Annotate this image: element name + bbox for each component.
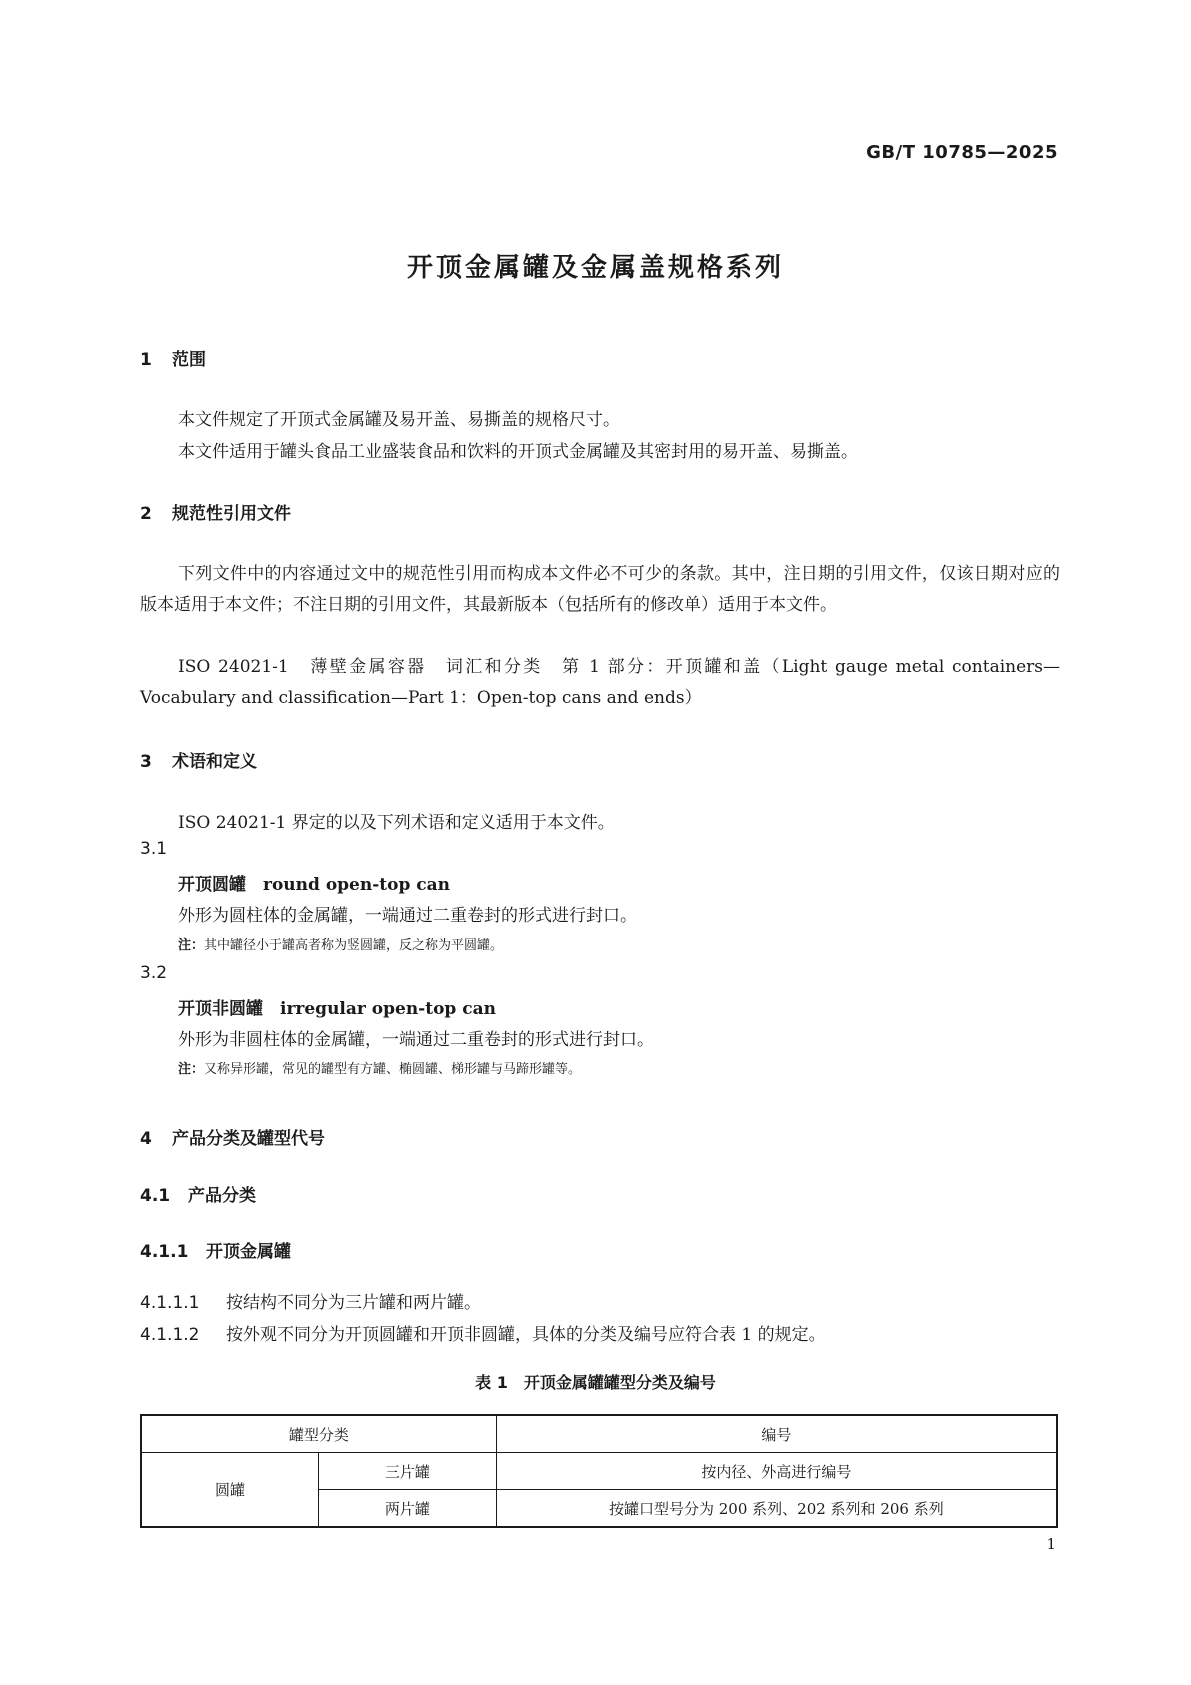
term-chinese: 开顶圆罐 [178, 875, 246, 895]
table-header-row [141, 1415, 1057, 1453]
table-cell: 按内径、外高进行编号 [496, 1453, 1057, 1490]
note-text: 又称异形罐，常见的罐型有方罐、椭圆罐、梯形罐与马蹄形罐等。 [204, 1062, 582, 1077]
table-header-cell: 罐型分类 [141, 1415, 496, 1453]
clause-4-1-1-2 [140, 1320, 826, 1345]
clause-text: 按外观不同分为开顶圆罐和开顶非圆罐，具体的分类及编号应符合表 1 的规定。 [226, 1325, 826, 1345]
term-chinese: 开顶非圆罐 [178, 999, 263, 1019]
section-3-heading [140, 747, 257, 772]
section-title: 开顶金属罐 [206, 1242, 291, 1262]
section-number: 1 [140, 350, 152, 370]
table-cell: 三片罐 [319, 1453, 497, 1490]
section-1-heading [140, 345, 206, 370]
section-title: 术语和定义 [172, 752, 257, 772]
clause-text: 按结构不同分为三片罐和两片罐。 [226, 1293, 481, 1313]
section-number: 4 [140, 1129, 152, 1149]
clause-3-2-number: 3.2 [140, 963, 168, 983]
table-1 [140, 1414, 1058, 1528]
standard-number: GB/T 10785—2025 [866, 142, 1058, 163]
section-title: 范围 [172, 350, 206, 370]
table-header-cell: 编号 [496, 1415, 1057, 1453]
table-group-cell: 圆罐 [141, 1453, 319, 1528]
note-text: 其中罐径小于罐高者称为竖圆罐，反之称为平圆罐。 [204, 938, 504, 953]
section-4-1-1-heading [140, 1237, 291, 1262]
term-3-2 [178, 994, 496, 1019]
page-number: 1 [1046, 1535, 1056, 1553]
clause-3-1-number: 3.1 [140, 839, 168, 859]
table-row [141, 1453, 1057, 1490]
table-cell: 按罐口型号分为 200 系列、202 系列和 206 系列 [496, 1490, 1057, 1528]
section-title: 产品分类及罐型代号 [172, 1129, 325, 1149]
table-caption: 表 1 开顶金属罐罐型分类及编号 [475, 1373, 716, 1392]
section-number: 4.1 [140, 1186, 171, 1206]
paragraph: 本文件规定了开顶式金属罐及易开盖、易撕盖的规格尺寸。 [178, 410, 620, 430]
clause-number: 4.1.1.2 [140, 1325, 200, 1345]
note-label: 注： [178, 938, 205, 953]
section-title: 规范性引用文件 [172, 504, 291, 524]
section-2-heading [140, 499, 291, 524]
paragraph: ISO 24021-1 界定的以及下列术语和定义适用于本文件。 [178, 813, 615, 833]
note-label: 注： [178, 1062, 205, 1077]
table-cell: 两片罐 [319, 1490, 497, 1528]
note [178, 934, 503, 953]
definition: 外形为圆柱体的金属罐，一端通过二重卷封的形式进行封口。 [178, 906, 637, 926]
term-3-1 [178, 870, 450, 895]
document-title: 开顶金属罐及金属盖规格系列 [406, 253, 784, 283]
paragraph: 下列文件中的内容通过文中的规范性引用而构成本文件必不可少的条款。其中，注日期的引用文件，仅该日期对应的版本适用于本文件；不注日期的引用文件，其最新版本（包括所有的修改单）适用于本文件。 [140, 564, 1060, 615]
clause-4-1-1-1 [140, 1288, 481, 1313]
section-4-1-heading [140, 1181, 256, 1206]
paragraph: 本文件适用于罐头食品工业盛装食品和饮料的开顶式金属罐及其密封用的易开盖、易撕盖。 [178, 442, 858, 462]
term-english: irregular open-top can [280, 999, 496, 1019]
section-number: 2 [140, 504, 152, 524]
definition: 外形为非圆柱体的金属罐，一端通过二重卷封的形式进行封口。 [178, 1030, 654, 1050]
normative-reference: ISO 24021-1 薄壁金属容器 词汇和分类 第 1 部分：开顶罐和盖（Light gauge metal containers—Vocabulary and classification—Part 1：Open-top cans and ends） [140, 657, 1060, 708]
section-title: 产品分类 [188, 1186, 256, 1206]
section-4-heading [140, 1124, 325, 1149]
section-number: 4.1.1 [140, 1242, 189, 1262]
term-english: round open-top can [263, 875, 450, 895]
note [178, 1058, 581, 1077]
clause-number: 4.1.1.1 [140, 1293, 200, 1313]
section-number: 3 [140, 752, 152, 772]
